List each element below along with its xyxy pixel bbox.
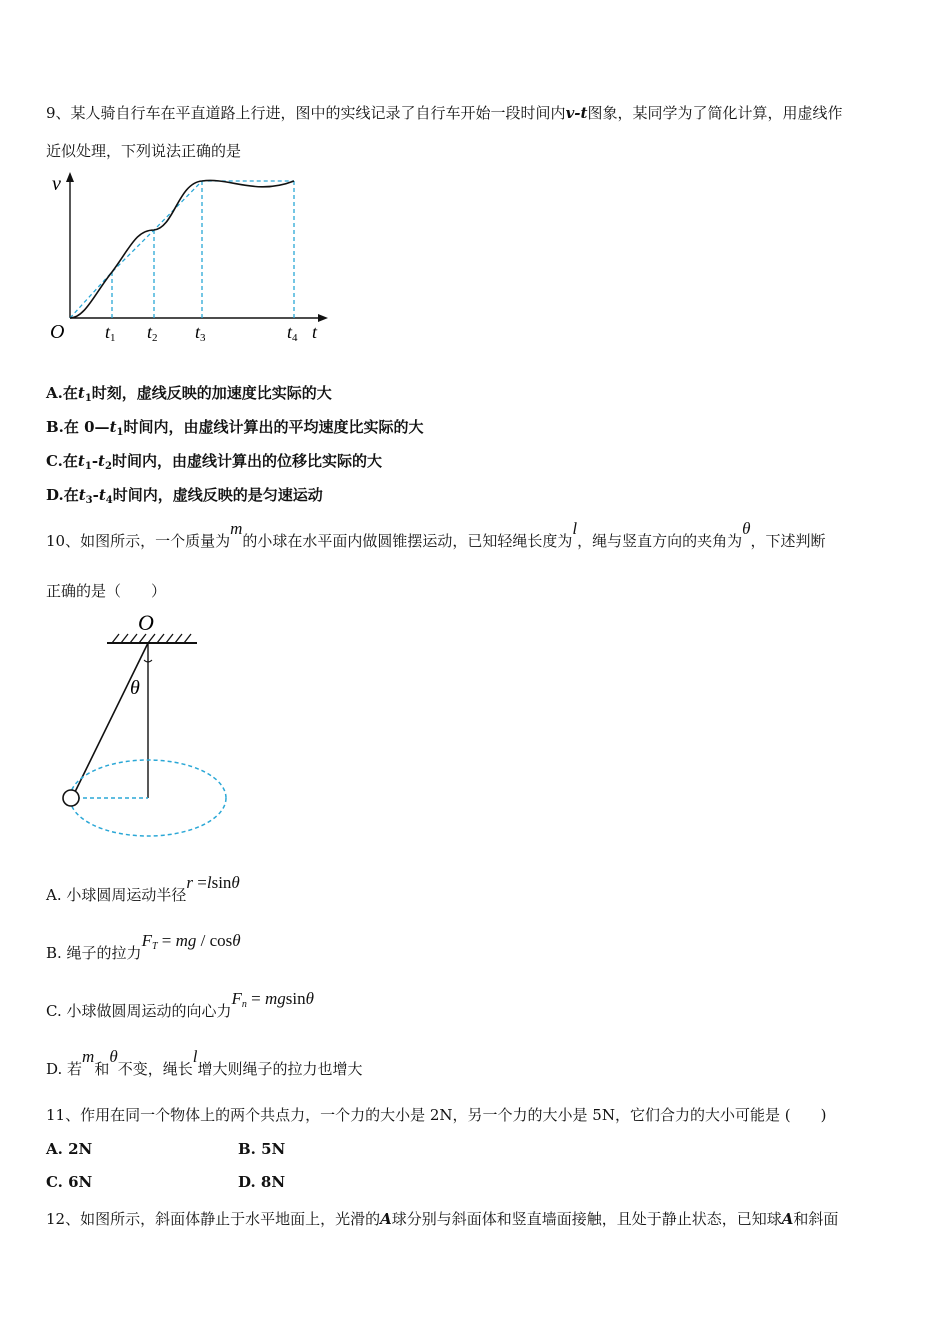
pivot-label: O — [138, 610, 154, 635]
vt-graph — [40, 168, 340, 348]
tick-t1: t1 — [105, 322, 116, 344]
tick-t4: t4 — [287, 322, 298, 344]
q11-stem: 11、作用在同一个物体上的两个共点力，一个力的大小是 2N，另一个力的大小是 5N，它们合力的大小可能是 ( ) — [46, 1106, 827, 1124]
var-theta: θ — [742, 519, 751, 538]
var-m: m — [230, 519, 243, 538]
ceiling-hatch — [112, 634, 191, 643]
q12-stem: 12、如图所示，斜面体静止于水平地面上，光滑的A球分别与斜面体和竖直墙面接触，且处于静止状态，已知球A和斜面 — [46, 1210, 839, 1228]
tick-t2: t2 — [147, 322, 158, 344]
conical-pendulum-figure — [52, 608, 242, 848]
q11-option-c[interactable]: C. 6N — [46, 1173, 93, 1191]
x-axis-arrow — [318, 314, 328, 322]
angle-label: θ — [130, 677, 140, 699]
q11-option-d[interactable]: D. 8N — [238, 1173, 286, 1191]
q10-stem-line2: 正确的是（ ） — [46, 582, 167, 600]
string — [74, 643, 148, 794]
q9-stem-line2: 近似处理，下列说法正确的是 — [46, 142, 242, 160]
q9-option-a[interactable]: A.在$t_1$时刻，虚线反映的加速度比实际的大 — [46, 384, 332, 404]
q9-option-d[interactable]: D.在$t_3-t_4$时间内，虚线反映的是匀速运动 — [46, 486, 323, 506]
q9-option-c[interactable]: C.在$t_1-t_2$时间内，由虚线计算出的位移比实际的大 — [46, 452, 382, 472]
ball — [63, 790, 79, 806]
q11-option-b[interactable]: B. 5N — [238, 1140, 286, 1158]
x-axis-label: t — [312, 322, 318, 342]
q9-vt-label: v-t — [565, 104, 588, 122]
tick-t3: t3 — [195, 322, 206, 344]
q9-option-b[interactable]: B.在 $0—t_1$时间内，由虚线计算出的平均速度比实际的大 — [46, 418, 424, 438]
var-l: l — [572, 519, 578, 538]
origin-label: O — [50, 321, 65, 343]
q9-stem-line1 — [46, 102, 842, 123]
q10-option-d[interactable]: D. 若m和θ不变，绳长l增大则绳子的拉力也增大 — [46, 1047, 363, 1078]
q10-option-b[interactable]: B. 绳子的拉力$F_T$ = mg / cosθ — [46, 931, 241, 962]
q10-option-a[interactable]: A. 小球圆周运动半径r =lsinθ — [46, 873, 240, 904]
q11-option-a[interactable]: A. 2N — [46, 1140, 93, 1158]
y-axis-arrow — [66, 172, 74, 182]
q9-stem-part: 图象，某同学为了简化计算，用虚线作 — [587, 104, 843, 122]
y-axis-label: v — [52, 173, 61, 195]
q10-stem-line1: 10、如图所示，一个质量为m的小球在水平面内做圆锥摆运动，已知轻绳长度为l，绳与竖直方向的夹角为θ，下述判断 — [46, 519, 826, 550]
dashed-approximation — [70, 181, 294, 318]
q10-option-c[interactable]: C. 小球做圆周运动的向心力$F_n = mgsin\theta$ — [46, 989, 314, 1020]
q9-stem-part: 9、某人骑自行车在平直道路上行进，图中的实线记录了自行车开始一段时间内 — [46, 104, 566, 122]
